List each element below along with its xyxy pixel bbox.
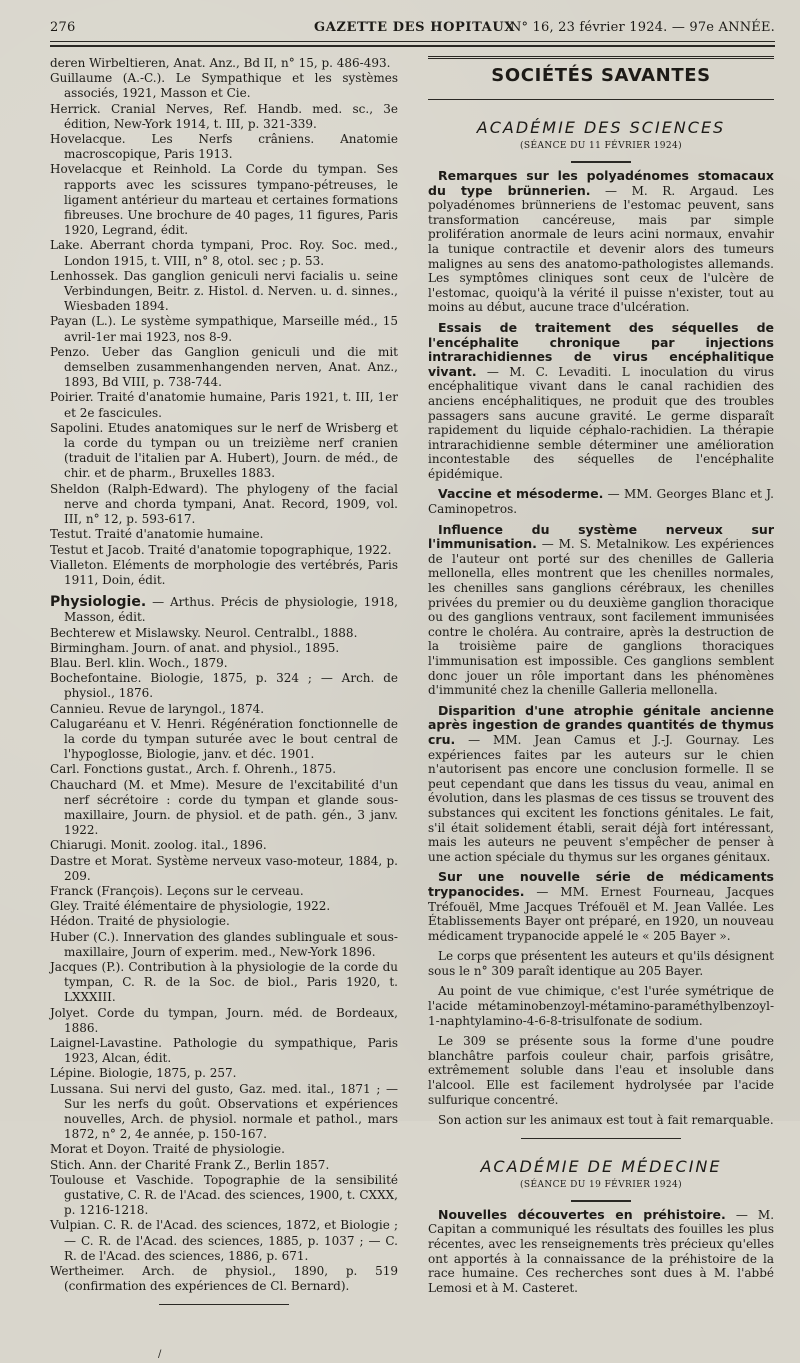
bibliography-entry: Morat et Doyon. Traité de physiologie. [50,1142,285,1157]
society-entry [428,870,774,943]
section-separator [521,1138,681,1139]
entry-body: — M. R. Argaud. Les polyadénomes brünneriens de l'estomac peuvent, sans transformation cancéreuse, mais par simple prolifération anormale de leurs acini normaux, envahir la tunique contractile et devenir alors des tumeurs malignes au sens des anatomo-pathologistes allemands. Les symptômes cliniques sont ceux de l'ulcère de l'estomac, quoiqu'à la vérité il puisse n'exister, tout au moins au début, aucune trace d'ulcération. [428,183,774,315]
header-double-rule [50,45,775,47]
short-rule [571,1200,631,1202]
entry-body: — M. C. Levaditi. L inoculation du virus encéphalitique vivant dans le canal rachidien des anciens encéphalitiques, ne produit que des troubles passagers sans aucune gravité. Le germe disparaît rapidement du liquide céphalo-rachidien. La thérapie intrarachidienne semble déterminer une amélioration incontestable des séquelles de l'encéphalite épidémique. [428,364,774,481]
bibliography-entry: Dastre et Morat. Système nerveux vaso-moteur, 1884, p. 209. [50,853,398,883]
bibliography-entry: Testut. Traité d'anatomie humaine. [50,527,264,542]
entry-heading: Influence du système nerveux sur l'immunisation. [428,521,774,552]
bibliography-entry: Testut et Jacob. Traité d'anatomie topographique, 1922. [50,542,392,557]
society-entry [428,487,774,516]
academy-medicine-entries [428,1208,774,1296]
bibliography-entry: Lépine. Biologie, 1875, p. 257. [50,1066,237,1081]
society-entry [428,321,774,482]
short-rule [571,161,631,163]
physiology-heading: Physiologie. [50,594,147,611]
bibliography-entry: Poirier. Traité d'anatomie humaine, Paris 1921, t. III, 1er et 2e fascicules. [50,390,398,420]
entry-body: Le 309 se présente sous la forme d'une poudre blanchâtre parfois couleur chair, parfois grisâtre, extrêmement soluble dans l'eau et insoluble dans l'alcool. Elle est facilement hydrolysée par l'acide sulfurique concentré. [428,1034,774,1107]
bibliography-entry: Payan (L.). Le système sympathique, Marseille méd., 15 avril-1er mai 1923, nos 8-9. [50,314,398,344]
bibliography-entry: Carl. Fonctions gustat., Arch. f. Ohrenh., 1875. [50,762,337,777]
bibliography-entry: Laignel-Lavastine. Pathologie du sympathique, Paris 1923, Alcan, édit. [50,1036,398,1066]
society-entry [428,1034,774,1107]
bibliography-entry: Birmingham. Journ. of anat. and physiol., 1895. [50,640,340,655]
bibliography-column [50,56,398,1363]
entry-heading: Essais de traitement des séquelles de l'encéphalite chronique par injections intrarachidiennes de virus encéphalitique vivant. [428,319,774,379]
bibliography-entry: Lenhossek. Das ganglion geniculi nervi facialis u. seine Verbindungen, Beitr. z. Histol. d. Nerven. u. d. sinnes., Wiesbaden 1894. [50,268,398,314]
bibliography-entry: Hovelacque et Reinhold. La Corde du tympan. Ses rapports avec les scissures tympano-pétreuses, le ligament antérieur du marteau et certaines formations fibreuses. Une brochure de 40 pages, 11 figures, Paris 1920, Legrand, édit. [50,162,398,238]
bibliography-entry: Penzo. Ueber das Ganglion geniculi und die mit demselben zusammenhangenden nerven, Anat. Anz., 1893, Bd VIII, p. 738-744. [50,344,398,390]
academy-medicine-title: ACADÉMIE DE MÉDECINE [480,1156,722,1176]
society-entry [428,523,774,698]
society-entry [428,949,774,978]
societies-column [428,56,774,1301]
academy-sciences-entries [428,169,774,1128]
bibliography-entry: Blau. Berl. klin. Woch., 1879. [50,655,228,670]
bibliography-entry: Wertheimer. Arch. de physiol., 1890, p. 519 (confirmation des expériences de Cl. Bernard). [50,1264,398,1294]
bibliography-entry: Calugaréanu et V. Henri. Régénération fonctionnelle de la corde du tympan suturée avec le bout central de l'hypoglosse, Biologie, janv. et déc. 1901. [50,716,398,762]
page-header [50,16,775,40]
bibliography-entry: Toulouse et Vaschide. Topographie de la sensibilité gustative, C. R. de l'Acad. des sciences, 1900, t. CXXX, p. 1216-1218. [50,1172,398,1218]
page-number: 276 [50,20,76,35]
journal-title: GAZETTE DES HOPITAUX [314,20,515,35]
bibliography-entry: Herrick. Cranial Nerves, Ref. Handb. med. sc., 3e édition, New-York 1914, t. III, p. 321-339. [50,101,398,131]
bibliography-entry: Guillaume (A.-C.). Le Sympathique et les systèmes associés, 1921, Masson et Cie. [50,71,398,101]
bibliography-entry: Sapolini. Etudes anatomiques sur le nerf de Wrisberg et la corde du tympan ou un treizième nerf cranien (traduit de l'italien par A. Hubert), Journ. de méd., de chir. et de pharm., Bruxelles 1883. [50,420,398,481]
physiology-first-text: — Arthus. Précis de physiologie, 1918, Masson, édit. [64,595,398,625]
physiology-section [50,595,398,625]
entry-heading: Nouvelles découvertes en préhistoire. [438,1206,726,1222]
bibliography-entry: Chiarugi. Monit. zoolog. ital., 1896. [50,838,267,853]
bibliography-entry: Bochefontaine. Biologie, 1875, p. 324 ; — Arch. de physiol., 1876. [50,671,398,701]
society-entry [428,169,774,315]
issue-info: N° 16, 23 février 1924. — 97e ANNÉE. [509,20,775,35]
entry-body: — MM. Georges Blanc et J. Caminopetros. [428,487,774,517]
entry-heading: Vaccine et mésoderme. [438,486,604,502]
end-rule [159,1304,289,1305]
bibliography-entry: Lake. Aberrant chorda tympani, Proc. Roy. Soc. med., London 1915, t. VIII, n° 8, otol. sec ; p. 53. [50,238,398,268]
academy-medicine-seance: (SÉANCE DU 19 FÉVRIER 1924) [520,1179,682,1190]
entry-body: Son action sur les animaux est tout à fait remarquable. [438,1113,774,1128]
bibliography-entry: Chauchard (M. et Mme). Mesure de l'excitabilité d'un nerf sécrétoire : corde du tympan et glande sous-maxillaire, Journ. de physiol. et de path. gén., 3 janv. 1922. [50,777,398,838]
academy-sciences-title: ACADÉMIE DES SCIENCES [476,118,726,137]
physiology-first-entry [50,595,398,625]
bibliography-entry: Sheldon (Ralph-Edward). The phylogeny of the facial nerve and chorda tympani, Anat. Record, 1909, vol. III, n° 12, p. 593-617. [50,481,398,527]
bibliography-entry: Vulpian. C. R. de l'Acad. des sciences, 1872, et Biologie ; — C. R. de l'Acad. des sciences, 1885, p. 1037 ; — C. R. de l'Acad. des sciences, 1886, p. 671. [50,1218,398,1263]
bibliography-entry: Huber (C.). Innervation des glandes sublinguale et sous-maxillaire, Journ of experim. med., New-York 1896. [50,929,398,959]
bibliography-entry: Hédon. Traité de physiologie. [50,914,230,929]
folio-mark: / [158,1349,162,1361]
bibliography-entry: Hovelacque. Les Nerfs crâniens. Anatomie macroscopique, Paris 1913. [50,132,398,162]
entry-heading: Remarques sur les polyadénomes stomacaux du type brünnerien. [428,168,774,198]
entry-body: Le corps que présentent les auteurs et qu'ils désignent sous le n° 309 paraît identique au 205 Bayer. [428,949,774,978]
society-entry [428,1208,774,1296]
academy-sciences-seance: (SÉANCE DU 11 FÉVRIER 1924) [520,141,682,151]
society-entry [428,704,774,865]
entry-heading: Disparition d'une atrophie génitale ancienne après ingestion de grandes quantités de thymus cru. [428,702,774,747]
header-rule [50,41,775,42]
bibliography-anatomy-list [50,56,398,588]
entry-body: — MM. Ernest Fourneau, Jacques Tréfouël, Mme Jacques Tréfouël et M. Jean Vallée. Les Établissements Bayer ont préparé, en 1920, un nouveau médicament trypanocide appelé le « 205 Bayer ». [428,884,774,943]
bibliography-physiology-list [50,626,398,1295]
entry-heading: Sur une nouvelle série de médicaments trypanocides. [428,869,774,899]
bibliography-entry: Bechterew et Mislawsky. Neurol. Centralbl., 1888. [50,625,358,640]
society-entry [428,984,774,1028]
bibliography-entry: Jolyet. Corde du tympan, Journ. méd. de Bordeaux, 1886. [50,1005,398,1035]
bibliography-entry: Stich. Ann. der Charité Frank Z., Berlin 1857. [50,1157,330,1172]
bibliography-entry: deren Wirbeltieren, Anat. Anz., Bd II, n° 15, p. 486-493. [50,56,391,70]
bibliography-entry: Vialleton. Eléments de morphologie des vertébrés, Paris 1911, Doin, édit. [50,557,398,587]
bibliography-entry: Lussana. Sui nervi del gusto, Gaz. med. ital., 1871 ; — Sur les nerfs du goût. Observations et expériences nouvelles, Arch. de physiol. normale et pathol., mars 1872, n° 2, 4e année, p. 150-167. [50,1081,398,1142]
section-banner-title: SOCIÉTÉS SAVANTES [491,65,711,86]
entry-body: — M. Capitan a communiqué les résultats des fouilles les plus récentes, avec les renseignements très précieux qu'elles ont apportés à la connaissance de la préhistoire de la race humaine. Ces recherches sont dues à M. l'abbé Lemosi et à M. Casteret. [428,1207,775,1295]
bibliography-entry: Gley. Traité élémentaire de physiologie, 1922. [50,899,331,914]
bibliography-entry: Cannieu. Revue de laryngol., 1874. [50,701,265,716]
section-banner [428,56,774,100]
entry-body: — M. S. Metalnikow. Les expériences de l'auteur ont porté sur des chenilles de Galleria mellonella, elles montrent que les chenilles normales, les chenilles sans ganglions cérébraux, les chenilles privées du premier ou du deuxième ganglion thoracique ou des ganglions ventraux, sont facilement immunisées contre le choléra. Au contraire, après la destruction de la troisième paire de ganglions thoraciques l'immunisation est impossible. Ces ganglions semblent donc jouer un rôle important dans les phénomènes d'immunité chez la chenille Galleria mellonella. [428,537,774,698]
bibliography-entry: Franck (François). Leçons sur le cerveau. [50,883,304,898]
entry-body: Au point de vue chimique, c'est l'urée symétrique de l'acide métaminobenzoyl-métamino-paraméthylbenzoyl-1-naphtylamino-4-6-8-trisulfonate de sodium. [428,984,774,1028]
entry-body: — MM. Jean Camus et J.-J. Gournay. Les expériences faites par les auteurs sur le chien n'autorisent pas encore une conclusion formelle. Il se peut cependant que dans les tissus du veau, animal en évolution, dans les plasmas de ces tissus se trouvent des substances qui excitent les fonctions génitales. Le fait, s'il était solidement établi, serait déjà fort intéressant, mais les auteurs ne peuvent s'empêcher de penser à une action spéciale du thymus sur les organes génitaux. [428,732,774,864]
bibliography-entry: Jacques (P.). Contribution à la physiologie de la corde du tympan, C. R. de la Soc. de biol., Paris 1920, t. LXXXIII. [50,959,398,1005]
